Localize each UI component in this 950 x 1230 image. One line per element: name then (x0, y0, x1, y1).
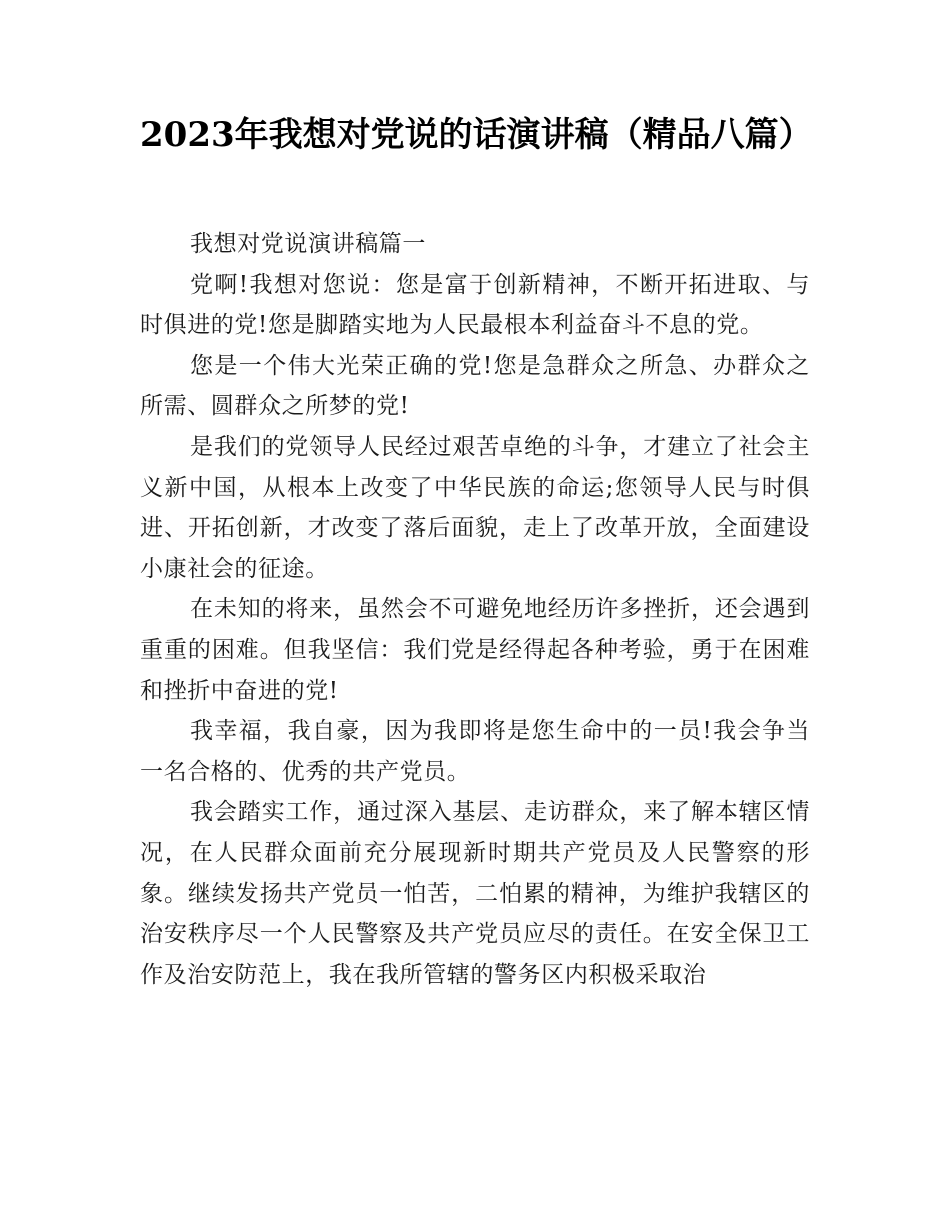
paragraph-6: 我会踏实工作，通过深入基层、走访群众，来了解本辖区情况，在人民群众面前充分展现新时期共产党员及人民警察的形象。继续发扬共产党员一怕苦，二怕累的精神，为维护我辖区的治安秩序尽一个人民警察及共产党员应尽的责任。在安全保卫工作及治安防范上，我在我所管辖的警务区内积极采取治 (140, 799, 810, 988)
section-heading: 我想对党说演讲稿篇一 (190, 231, 426, 257)
paragraph-4: 在未知的将来，虽然会不可避免地经历许多挫折，还会遇到重重的困难。但我坚信：我们党是经得起各种考验，勇于在困难和挫折中奋进的党! (140, 596, 810, 704)
paragraph-3: 是我们的党领导人民经过艰苦卓绝的斗争，才建立了社会主义新中国，从根本上改变了中华民族的命运;您领导人民与时俱进、开拓创新，才改变了落后面貌，走上了改革开放，全面建设小康社会的征途。 (140, 433, 810, 582)
paragraph-1: 党啊!我想对您说：您是富于创新精神，不断开拓进取、与时俱进的党!您是脚踏实地为人民最根本利益奋斗不息的党。 (140, 271, 810, 339)
document-title: 2023年我想对党说的话演讲稿（精品八篇） (140, 115, 813, 155)
document-body (140, 224, 810, 995)
paragraph-2: 您是一个伟大光荣正确的党!您是急群众之所急、办群众之所需、圆群众之所梦的党! (140, 352, 810, 420)
paragraph-5: 我幸福，我自豪，因为我即将是您生命中的一员!我会争当一名合格的、优秀的共产党员。 (140, 718, 810, 785)
